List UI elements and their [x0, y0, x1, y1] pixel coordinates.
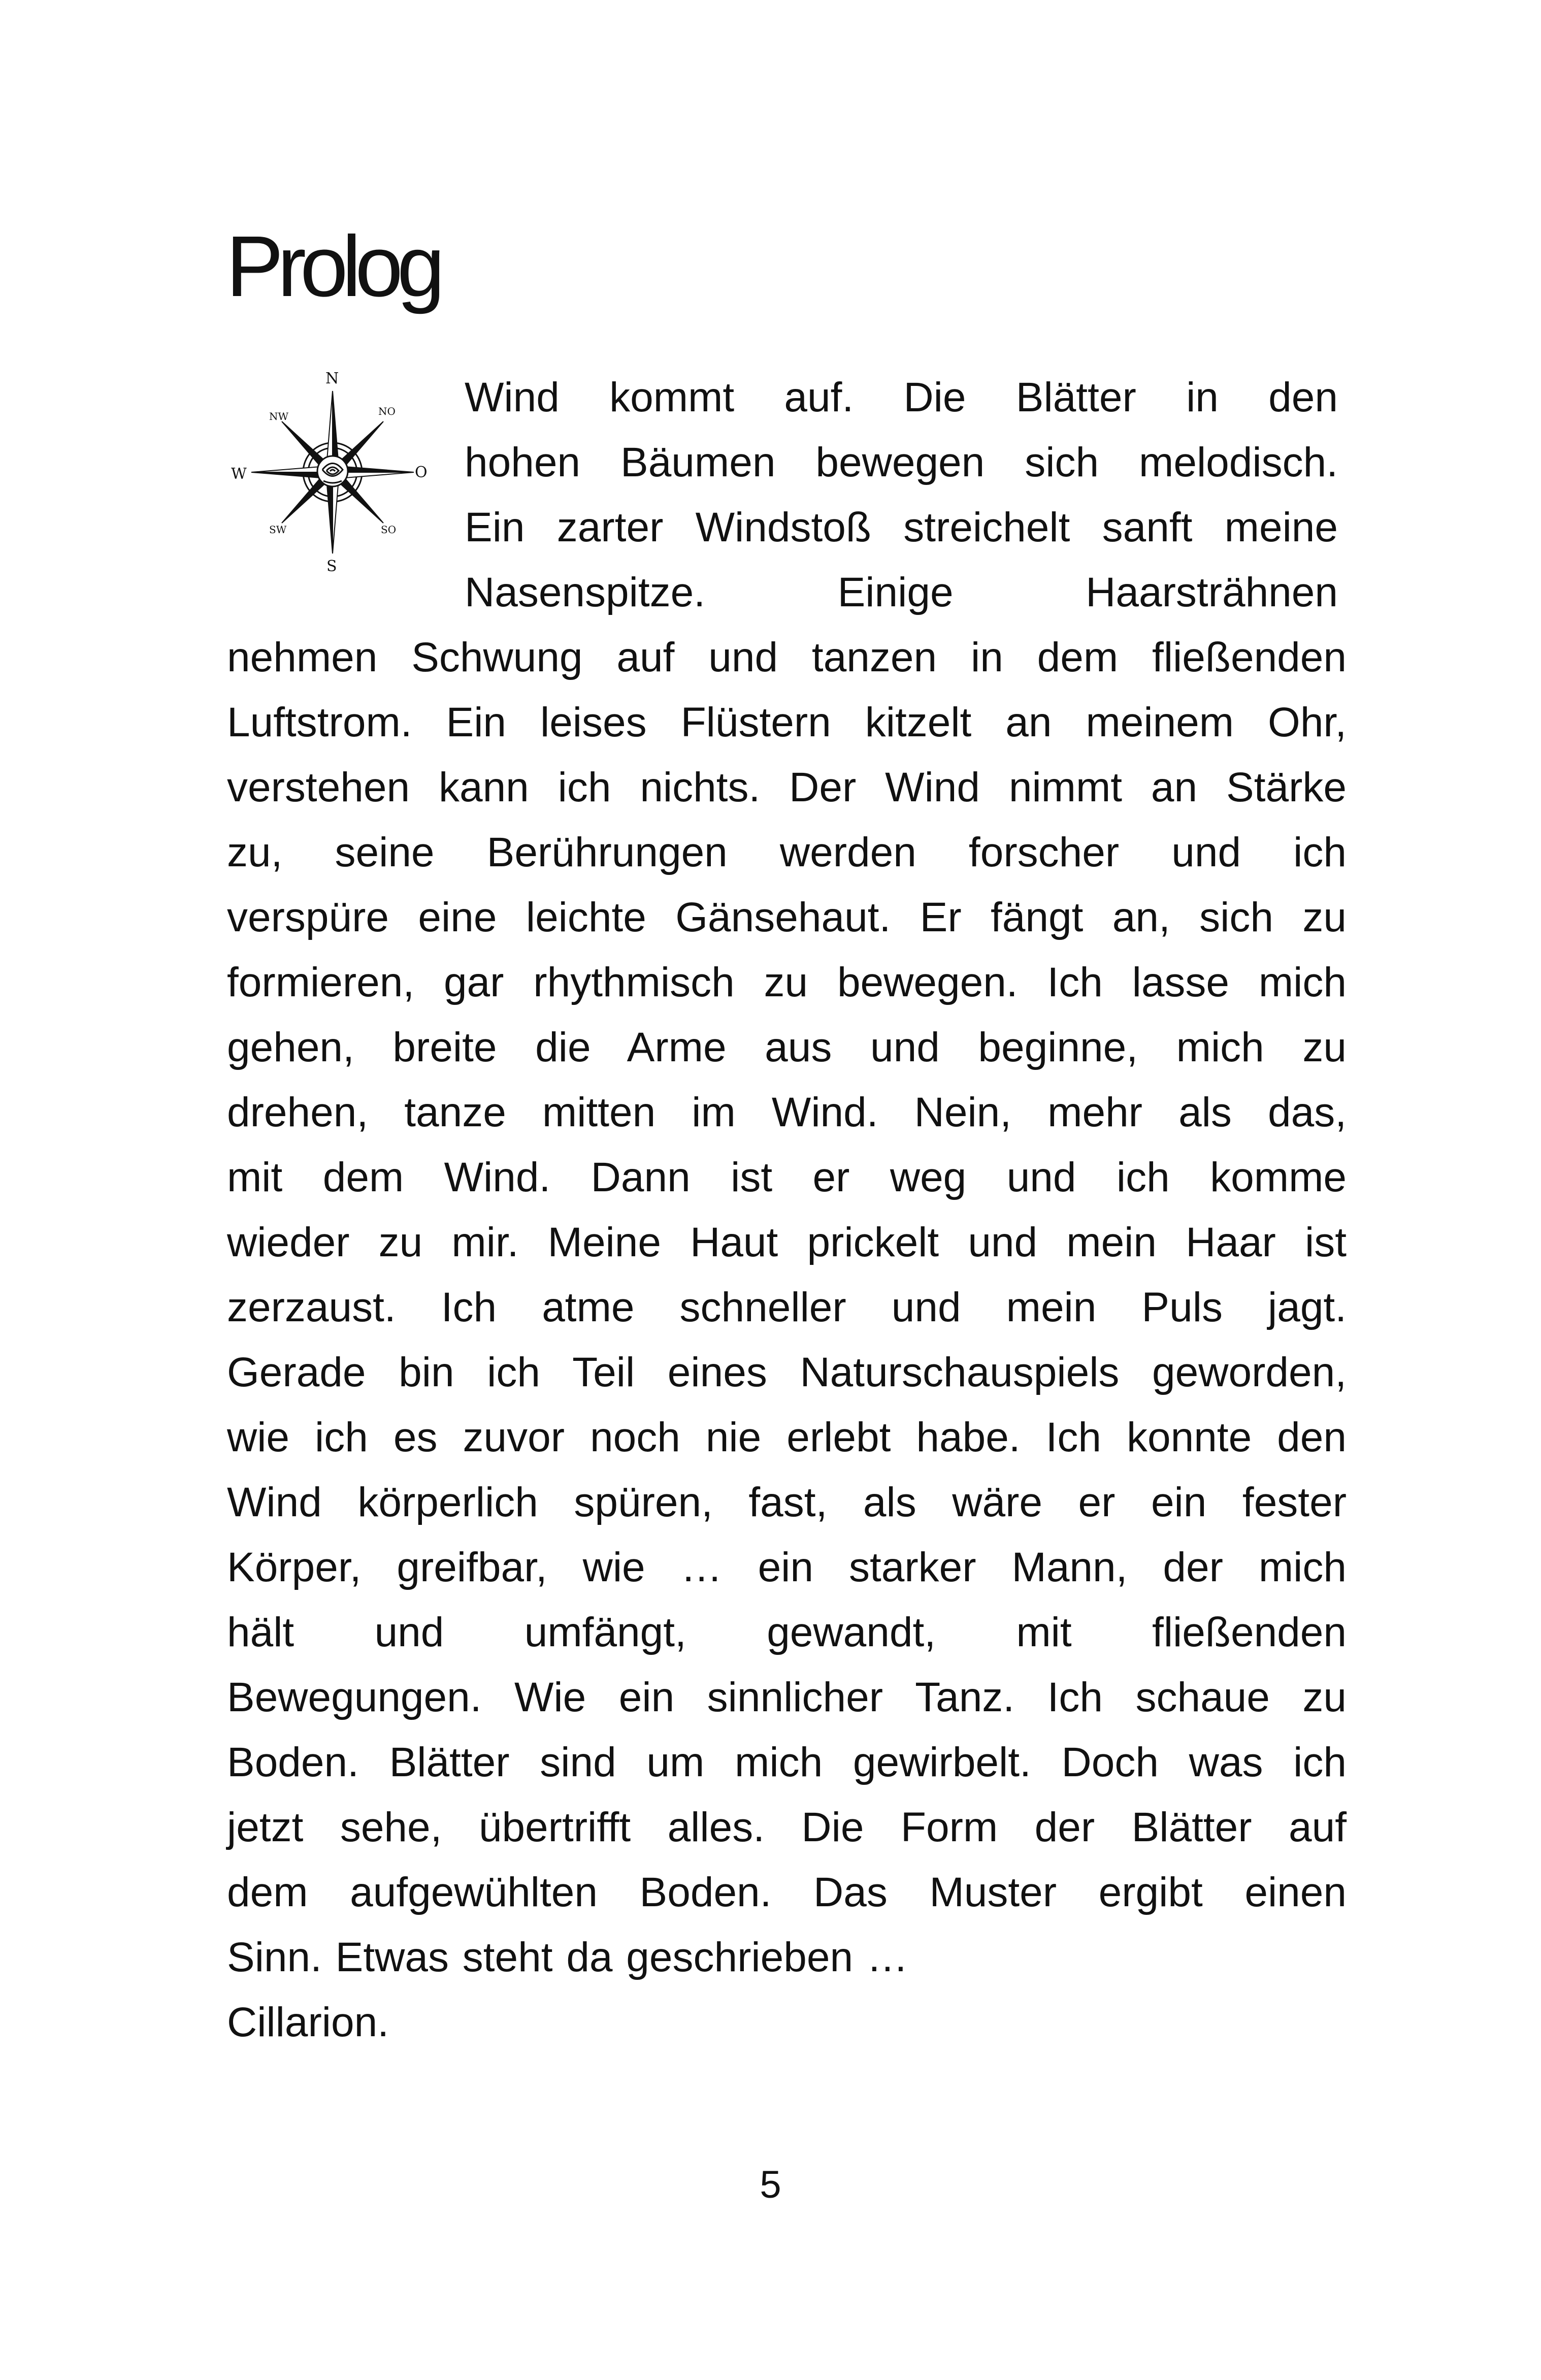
text-line: jetzt sehe, übertrifft alles. Die Form der Blätter auf	[227, 1804, 1347, 1850]
text-line: Luftstrom. Ein leises Flüstern kitzelt an meinem Ohr,	[227, 699, 1347, 745]
text-line: Gerade bin ich Teil eines Naturschauspiels geworden,	[227, 1349, 1347, 1395]
text-line: Boden. Blätter sind um mich gewirbelt. Doch was ich	[227, 1739, 1347, 1785]
page-number: 5	[760, 2163, 781, 2206]
text-line: Ein zarter Windstoß streichelt sanft meine	[465, 504, 1338, 550]
text-line: Körper, greifbar, wie … ein starker Mann, der mich	[227, 1544, 1347, 1590]
svg-text:S: S	[326, 558, 337, 575]
svg-text:NW: NW	[269, 410, 289, 422]
text-line: nehmen Schwung auf und tanzen in dem fließenden	[227, 634, 1347, 680]
svg-text:SO: SO	[381, 524, 397, 536]
text-line: hohen Bäumen bewegen sich melodisch.	[465, 439, 1338, 485]
svg-text:O: O	[415, 464, 428, 481]
compass-rose-icon	[226, 363, 439, 576]
text-line: gehen, breite die Arme aus und beginne, mich zu	[227, 1024, 1347, 1070]
text-line: hält und umfängt, gewandt, mit fließenden	[227, 1609, 1347, 1655]
text-line: Bewegungen. Wie ein sinnlicher Tanz. Ich schaue zu	[227, 1674, 1347, 1720]
text-line: zu, seine Berührungen werden forscher und ich	[227, 829, 1347, 875]
text-line: wie ich es zuvor noch nie erlebt habe. Ich konnte den	[227, 1414, 1347, 1460]
svg-text:SW: SW	[269, 524, 287, 536]
text-line: zerzaust. Ich atme schneller und mein Puls jagt.	[227, 1284, 1347, 1330]
text-line: Nasenspitze. Einige Haarsträhnen	[465, 569, 1338, 615]
text-line: Wind kommt auf. Die Blätter in den	[465, 374, 1338, 420]
svg-text:N: N	[325, 370, 339, 387]
text-line: mit dem Wind. Dann ist er weg und ich komme	[227, 1154, 1347, 1200]
text-line: Wind körperlich spüren, fast, als wäre er ein fester	[227, 1479, 1347, 1525]
text-line: verstehen kann ich nichts. Der Wind nimmt an Stärke	[227, 764, 1347, 810]
chapter-title: Prolog	[226, 218, 439, 315]
text-line: drehen, tanze mitten im Wind. Nein, mehr als das,	[227, 1089, 1347, 1135]
text-line: dem aufgewühlten Boden. Das Muster ergibt einen	[227, 1869, 1347, 1915]
text-line: Sinn. Etwas steht da geschrieben …	[227, 1934, 908, 1980]
svg-text:W: W	[231, 465, 247, 483]
text-line: wieder zu mir. Meine Haut prickelt und mein Haar ist	[227, 1219, 1347, 1265]
text-line: verspüre eine leichte Gänsehaut. Er fängt an, sich zu	[227, 894, 1347, 940]
svg-text:NO: NO	[378, 405, 396, 417]
signature-line: Cillarion.	[227, 1999, 389, 2045]
text-line: formieren, gar rhythmisch zu bewegen. Ich lasse mich	[227, 959, 1347, 1005]
